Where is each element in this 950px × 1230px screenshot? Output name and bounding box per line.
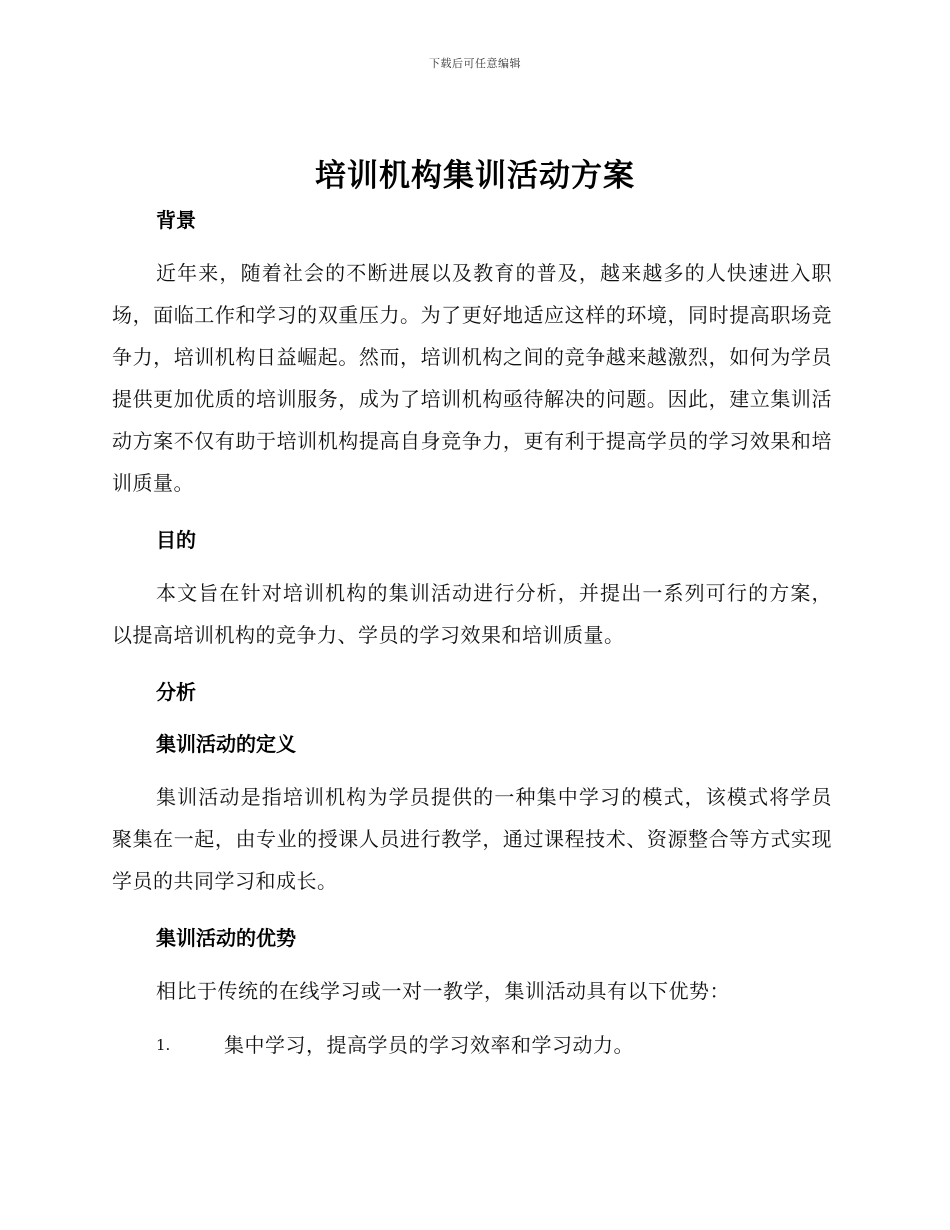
section-heading-advantages: 集训活动的优势 xyxy=(156,926,296,950)
header-note: 下载后可任意编辑 xyxy=(429,57,521,70)
paragraph-advantages-intro: 相比于传统的在线学习或一对一教学，集训活动具有以下优势： xyxy=(156,979,730,1003)
document-title: 培训机构集训活动方案 xyxy=(315,158,635,194)
section-heading-analysis: 分析 xyxy=(156,680,196,704)
section-heading-purpose: 目的 xyxy=(156,528,196,552)
section-heading-definition: 集训活动的定义 xyxy=(156,732,296,756)
paragraph-definition: 集训活动是指培训机构为学员提供的一种集中学习的模式，该模式将学员聚集在一起，由专业的授课人员进行教学，通过课程技术、资源整合等方式实现学员的共同学习和成长。 xyxy=(112,785,832,893)
list-item xyxy=(156,1024,832,1066)
section-heading-background: 背景 xyxy=(156,208,196,232)
paragraph-purpose: 本文旨在针对培训机构的集训活动进行分析，并提出一系列可行的方案，以提高培训机构的竞争力、学员的学习效果和培训质量。 xyxy=(112,581,832,647)
list-item-number: 1. xyxy=(156,1036,171,1054)
paragraph-background: 近年来，随着社会的不断进展以及教育的普及，越来越多的人快速进入职场，面临工作和学习的双重压力。为了更好地适应这样的环境，同时提高职场竞争力，培训机构日益崛起。然而，培训机构之间的竞争越来越激烈，如何为学员提供更加优质的培训服务，成为了培训机构亟待解决的问题。因此，建立集训活动方案不仅有助于培训机构提高自身竞争力，更有利于提高学员的学习效果和培训质量。 xyxy=(112,261,832,495)
list-item-text: 集中学习，提高学员的学习效率和学习动力。 xyxy=(224,1033,634,1057)
document-body xyxy=(112,200,832,1066)
